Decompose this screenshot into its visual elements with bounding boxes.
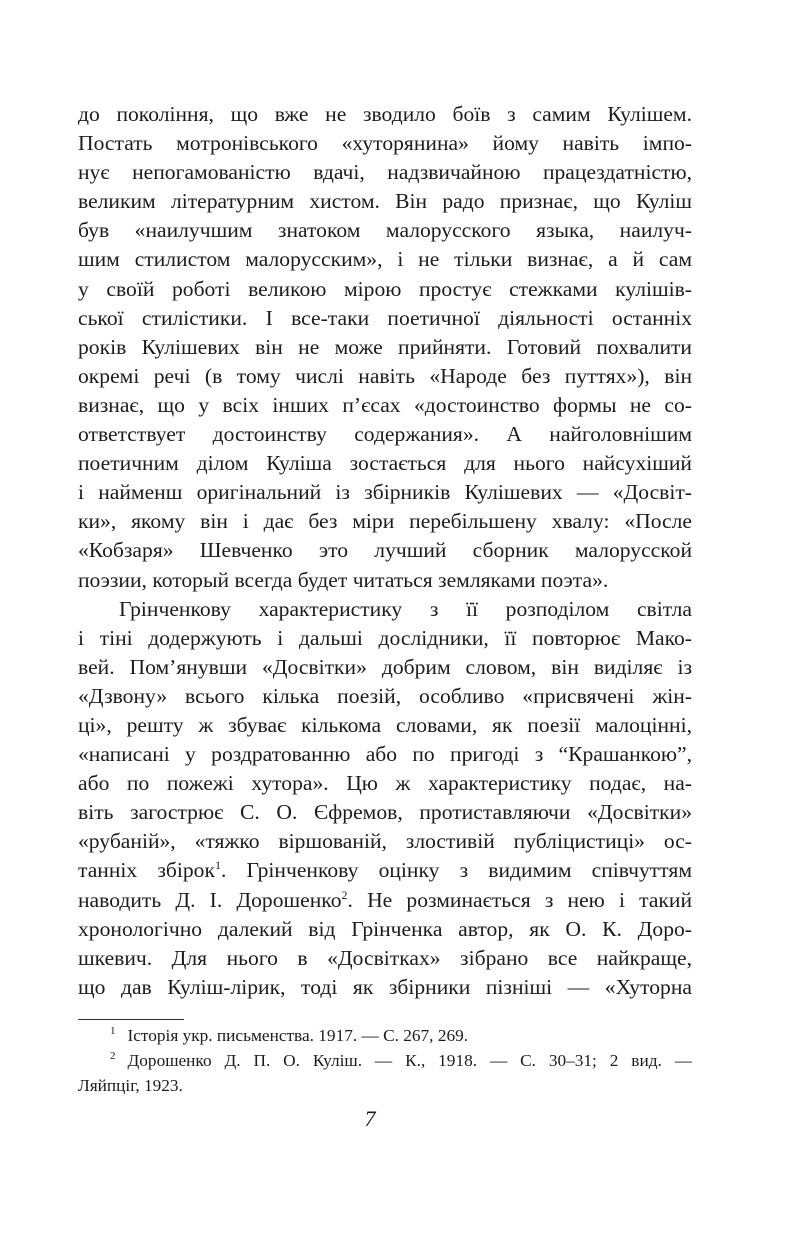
text-line: ці», решту ж збуває кількома словами, як поезії малоцінні, <box>78 712 692 737</box>
footnote-2-continued: Ляйпціг, 1923. <box>78 1076 183 1095</box>
footnote-1 <box>78 1023 692 1048</box>
text-line: що дав Куліш-лірик, тоді як збірники пізніші — «Хуторна <box>78 974 692 999</box>
text-fragment: наводить Д. І. Дорошенко <box>78 887 342 912</box>
text-line: «Кобзаря» Шевченко это лучший сборник малорусской <box>78 538 692 563</box>
text-line: нує непогамованістю вдачі, надзвичайною працездатністю, <box>78 160 692 185</box>
text-line: Постать мотронівського «хуторянина» йому навіть імпо- <box>78 131 692 156</box>
footnote-text: Дорошенко Д. П. О. Куліш. — К., 1918. — С. 30–31; 2 вид. — <box>127 1051 692 1070</box>
text-line: у своїй роботі великою мірою простує стежками кулішів- <box>78 276 692 301</box>
text-line: великим літературним хистом. Він радо признає, що Куліш <box>78 189 692 214</box>
text-line: «написані у роздратованню або по пригоді з “Крашанкою”, <box>78 742 692 767</box>
text-line: «Дзвону» всього кілька поезій, особливо «присвячені жін- <box>78 683 692 708</box>
page-number: 7 <box>364 1106 376 1131</box>
footnote-ref-2[interactable]: 2 <box>341 887 348 902</box>
text-line: ки», якому він і дає без міри перебільшену хвалу: «После <box>78 509 692 534</box>
text-line: був «наилучшим знатоком малорусского языка, наилуч- <box>78 218 692 243</box>
text-fragment: танніх збірок <box>78 858 215 883</box>
footnote-mark: 1 <box>110 1025 116 1038</box>
footnotes <box>78 1023 692 1098</box>
text-line: ської стилістики. І все-таки поетичної діяльності останніх <box>78 305 692 330</box>
text-line: і найменш оригінальний із збірників Кулішевих — «Досвіт- <box>78 480 692 505</box>
main-text <box>78 100 692 1002</box>
text-line: і тіні додержують і дальші дослідники, її повторює Мако- <box>78 625 692 650</box>
footnote-ref-1[interactable]: 1 <box>214 858 221 873</box>
text-line: шкевич. Для нього в «Досвітках» зібрано все найкраще, <box>78 945 692 970</box>
footnote-2 <box>78 1048 692 1073</box>
text-line: хронологічно далекий від Грінченка автор, як О. К. Доро- <box>78 916 692 941</box>
text-line: до покоління, що вже не зводило боїв з самим Кулішем. <box>78 102 692 126</box>
footnote-divider <box>78 1019 184 1020</box>
text-fragment: . Грінченкову оцінку з видимим співчуттям <box>220 858 692 883</box>
text-fragment: . Не розминається з нею і такий <box>347 887 692 912</box>
text-line: шим стилистом малорусским», і не тільки визнає, а й сам <box>78 247 692 272</box>
text-line: або по пожежі хутора». Цю ж характеристику подає, на- <box>78 771 692 796</box>
text-line: років Кулішевих він не може прийняти. Готовий похвалити <box>78 334 692 359</box>
footnote-mark: 2 <box>110 1050 116 1063</box>
text-line: вей. Пом’янувши «Досвітки» добрим словом, він виділяє із <box>78 654 692 679</box>
text-line: віть загострює С. О. Єфремов, протиставляючи «Досвітки» <box>78 800 692 825</box>
paragraph-start-line: Грінченкову характеристику з її розподілом світла <box>119 596 692 621</box>
text-line: поетичним ділом Куліша зостається для нього найсухіший <box>78 451 692 476</box>
text-line: ответствует достоинству содержания». А найголовнішим <box>78 422 692 447</box>
text-line: «рубаній», «тяжко віршованій, злостивій публіцистиці» ос- <box>78 829 692 854</box>
text-line: окремі речі (в тому числі навіть «Народе без путтях»), він <box>78 363 692 388</box>
text-line-with-note <box>78 886 692 915</box>
text-line: визнає, що у всіх інших п’єсах «достоинство формы не со- <box>78 392 692 417</box>
footnote-text: Історія укр. письменства. 1917. — С. 267, 269. <box>127 1026 469 1045</box>
text-line: поэзии, который всегда будет читаться земляками поэта». <box>78 567 609 592</box>
text-line-with-note <box>78 856 692 885</box>
